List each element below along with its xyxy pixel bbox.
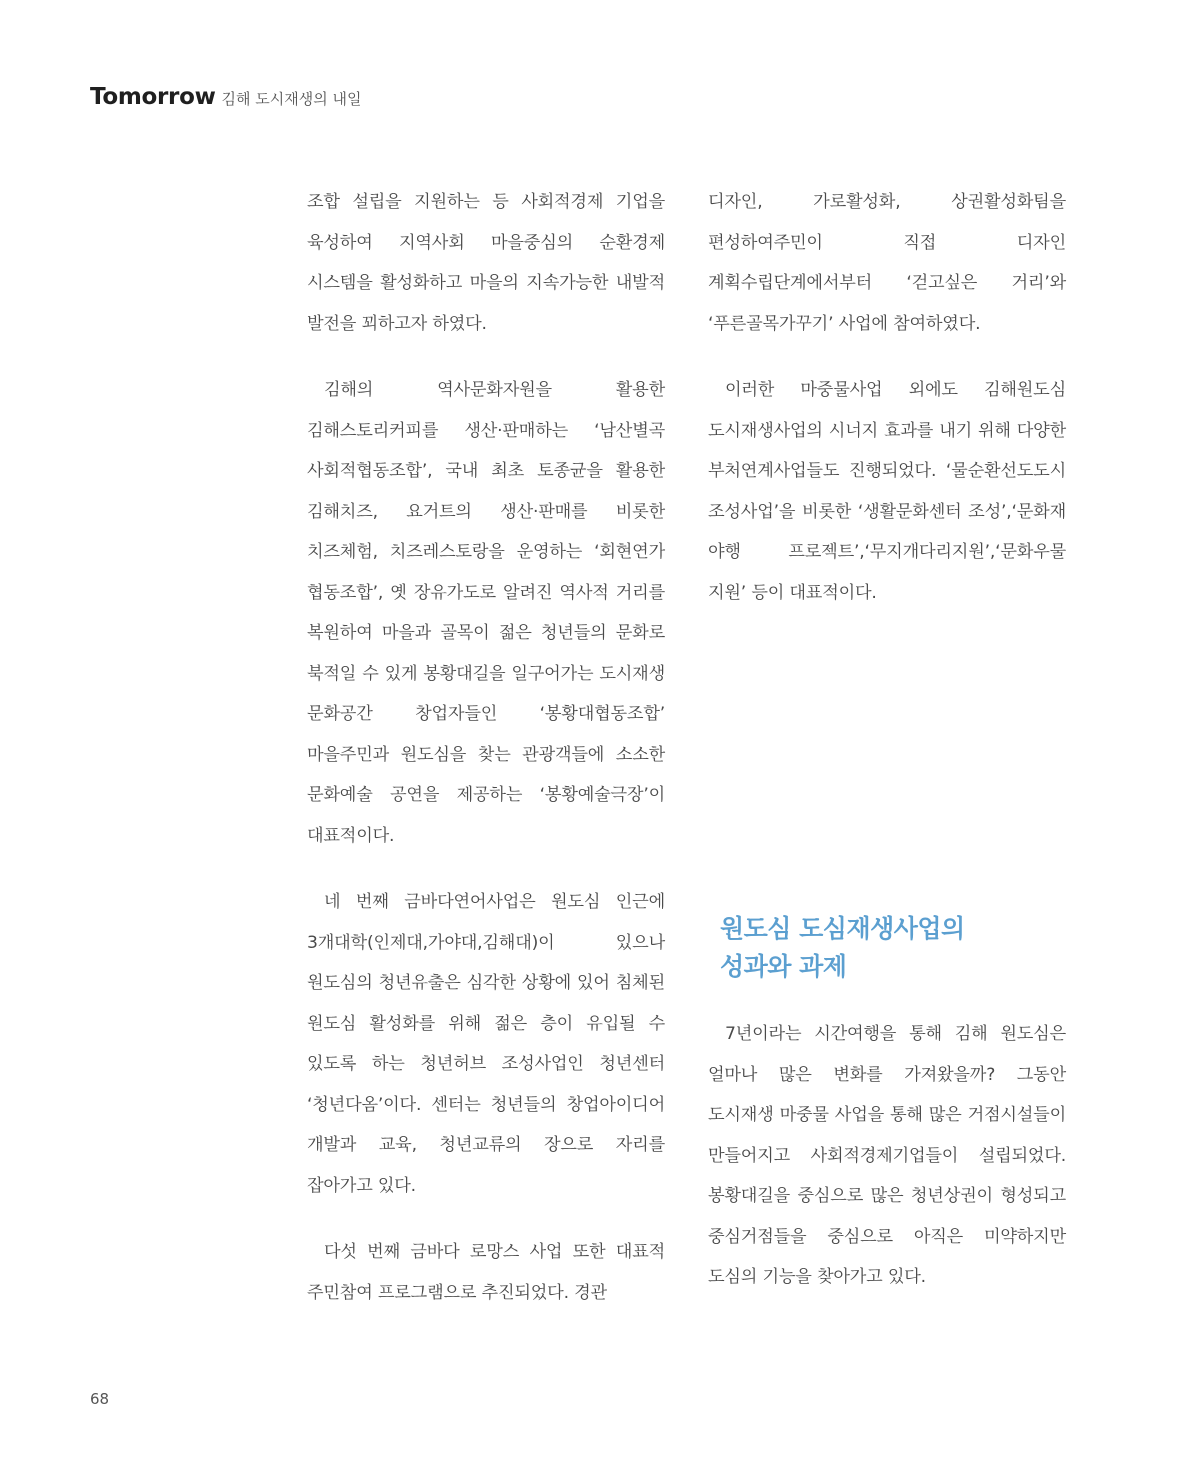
- right-paragraph-2: 이러한 마중물사업 외에도 김해원도심 도시재생사업의 시너지 효과를 내기 위해 다양한 부처연계사업들도 진행되었다. ‘물순환선도도시 조성사업’을 비롯한 ‘생활문화센터 조성’,‘문화재 야행 프로젝트’,‘무지개다리지원’,‘문화우물 지원’ 등이 대표적이다.: [708, 380, 1066, 603]
- header-subtitle: 김해 도시재생의 내일: [221, 90, 362, 108]
- right-column: [708, 182, 1066, 639]
- running-header: [90, 84, 362, 110]
- left-column: [307, 182, 665, 1339]
- section-heading: [720, 910, 1060, 986]
- right-column-closing: [708, 1014, 1066, 1324]
- page-number: 68: [90, 1390, 110, 1408]
- left-paragraph-4: 다섯 번째 금바다 로망스 사업 또한 대표적 주민참여 프로그램으로 추진되었다. 경관: [307, 1242, 665, 1303]
- left-paragraph-3: 네 번째 금바다연어사업은 원도심 인근에 3개대학(인제대,가야대,김해대)이 있으나 원도심의 청년유출은 심각한 상황에 있어 침체된 원도심 활성화를 위해 젊은 층이 유입될 수 있도록 하는 청년허브 조성사업인 청년센터 ‘청년다옴’이다. 센터는 청년들의 창업아이디어 개발과 교육, 청년교류의 장으로 자리를 잡아가고 있다.: [307, 892, 665, 1196]
- header-brand: Tomorrow: [90, 84, 216, 110]
- closing-paragraph: 7년이라는 시간여행을 통해 김해 원도심은 얼마나 많은 변화를 가져왔을까? 그동안 도시재생 마중물 사업을 통해 많은 거점시설들이 만들어지고 사회적경제기업들이 설립되었다. 봉황대길을 중심으로 많은 청년상권이 형성되고 중심거점들을 중심으로 아직은 미약하지만 도심의 기능을 찾아가고 있다.: [708, 1024, 1066, 1287]
- left-paragraph-1: 조합 설립을 지원하는 등 사회적경제 기업을 육성하여 지역사회 마을중심의 순환경제 시스템을 활성화하고 마을의 지속가능한 내발적 발전을 꾀하고자 하였다.: [307, 192, 665, 334]
- section-heading-line-2: 성과와 과제: [720, 952, 847, 981]
- right-paragraph-1: 디자인, 가로활성화, 상권활성화팀을 편성하여주민이 직접 디자인 계획수립단계에서부터 ‘걷고싶은 거리’와 ‘푸른골목가꾸기’ 사업에 참여하였다.: [708, 192, 1066, 334]
- section-heading-line-1: 원도심 도심재생사업의: [720, 914, 965, 943]
- left-paragraph-2: 김해의 역사문화자원을 활용한 김해스토리커피를 생산·판매하는 ‘남산별곡 사회적협동조합’, 국내 최초 토종균을 활용한 김해치즈, 요거트의 생산·판매를 비롯한 치즈체험, 치즈레스토랑을 운영하는 ‘회현연가 협동조합’, 옛 장유가도로 알려진 역사적 거리를 복원하여 마을과 골목이 젊은 청년들의 문화로 북적일 수 있게 봉황대길을 일구어가는 도시재생 문화공간 창업자들인 ‘봉황대협동조합’ 마을주민과 원도심을 찾는 관광객들에 소소한 문화예술 공연을 제공하는 ‘봉황예술극장’이 대표적이다.: [307, 380, 665, 846]
